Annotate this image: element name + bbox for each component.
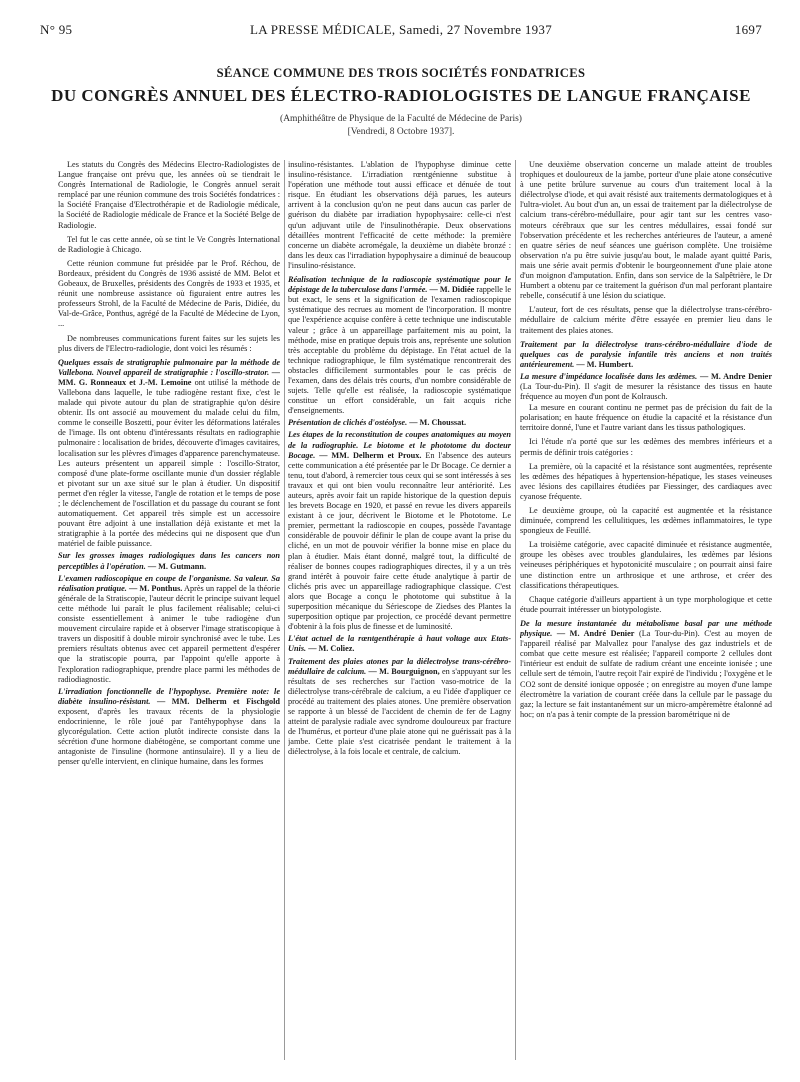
paragraph: Cette réunion commune fut présidée par le Prof. Réchou, de Bordeaux, président du Congrès de 1936 assisté de MM. Belot et Gobeaux, de Bruxelles, présidents des Congrès de 1933 et 1935, et réunit une nombreuse assistance où figuraient entre autres les professeurs Strohl, de la Faculté de Médecine de Paris, Didiée, du Val-de-Grâce, Ponthus, agrégé de la Faculté de Médecine de Lyon, ... [58,258,280,329]
column-1 [58,160,280,1075]
communication-text: exposent, d'après les travaux récents de la physiologie endocrinienne, le rôle joué par l'antéhypophyse dans la glycorégulation. Cette action plutôt indirecte consiste dans la sécrétion d'une hormone diabétogène, se comportant comme une antagoniste de l'insuline (hormone antinsulaire). Il y a lieu de penser qu'elle intervient, en clinique humaine, dans les formes [58,706,280,767]
communication-title: Traitement par la diélectrolyse trans-cérébro-médullaire d'iode de quelques cas de paralysie infantile très anciens et non traités antérieurement. [520,339,772,369]
communication-authors: — M. Humbert. [574,359,634,369]
communication-title: De la mesure instantanée du métabolisme basal par une méthode physique. [520,618,772,639]
title-line-1: SÉANCE COMMUNE DES TROIS SOCIÉTÉS FONDATRICES [216,66,586,80]
communication-title: L'examen radioscopique en coupe de l'organisme. Sa valeur. Sa réalisation pratique. [58,573,280,593]
date-line: [Vendredi, 8 Octobre 1937]. [347,127,455,137]
communication-text: ont utilisé la méthode de Vallebona dans laquelle, le tube radiogène restant fixe, c'est le malade qui pivote autour du plan de stratigraphie qu'on désire obtenir. Ils ont associé au mouvement du malade celui du film, comme le conseille Boszetti, pour éviter les déformations latérales de l'image. Ils ont obtenu d'intéressants résultats en radiographie pulmonaire : localisation de brides, découverte d'images cavitaires, localisation sur les plèvres d'images d'apparence parenchymateuse. Les auteurs présentent un appareil simple : l'oscillo-Strator, composé d'une plate-forme oscillante munie d'un dossier réglable et pivotant sur un axe situé sur le plan à étudier. Un dispositif permet d'en régler la vitesse, l'angle de rotation et le temps de pose ; le déclenchement de l'oscillation et du passage du courant se font automatiquement. Cet appareil très simple est un accessoire pouvant être adjoint à une installation déjà existante et met la stratigraphie à la portée des médecins qui ne disposent que d'un matériel de faible puissance. [58,377,280,549]
communication [58,358,280,550]
communication [288,634,511,654]
communication-text: rappelle le but exact, le sens et la signification de l'examen radioscopique systématique des recrues au moment de l'incorporation. Il montre que l'expérience acquise confère à cette technique une indiscutable valeur ; grâce à un appareillage parfaitement mis au point, la méthode, mise en pratique depuis trois ans, représente une solution très acceptable du problème du dépistage. En l'état actuel de la technique radiographique, le film systématique rencontrerait des obstacles difficilement surmontables pour le cas précis de l'examen, dans des délais très courts, d'un nombre considérable de sujets. Telle qu'elle est réalisée, la radioscopie systématique constitue un effort considérable, un fait acquis riche d'enseignements. [288,285,511,416]
communication-title: Présentation de clichés d'ostéolyse. [288,418,408,428]
communication [58,574,280,685]
communication-authors: — M. Coliez. [306,644,355,654]
communication-authors: — M. Andre Denier [697,371,772,381]
column-rule [515,160,516,1060]
journal-title: LA PRESSE MÉDICALE, Samedi, 27 Novembre 1937 [249,22,553,37]
paragraph: Chaque catégorie d'ailleurs appartient à un type morphologique et cette étude pourrait intéresser un biotypologiste. [520,594,772,614]
paragraph: La mesure en courant continu ne permet pas de précision du fait de la polarisation; en haute fréquence on étudie la capacité et la résistance d'un territoire donné, l'une et l'autre variant dans les tissus pathologiques. [520,403,772,433]
column-2 [288,160,511,1075]
paragraph: insulino-résistantes. L'ablation de l'hypophyse diminue cette insulino-résistance. L'irradiation rœntgénienne substitue à l'opération une méthode tout aussi efficace et dénuée de tout risque. En étudiant les observations déjà parues, les auteurs arrivent à la conclusion qu'on ne peut dans aucun cas parler de guérison du diabète par irradiation hypophysaire: celle-ci n'est qu'un adjuvant utile de l'insulinothérapie. Deux observations détaillées montrent l'efficacité de cette méthode: la première concerne un diabète acromégale, la deuxième un diabète bronzé : dans les deux cas l'irradiation hypophysaire a diminué de beaucoup l'insulino-résistance. [288,160,511,270]
paragraph: De nombreuses communications furent faites sur les sujets les plus divers de l'Electro-radiologie, dont voici les résumés : [58,333,280,353]
communication-text: (La Tour-du-Pin). C'est au moyen de l'appareil réalisé par Malvallez pour l'analyse des gaz industriels et de combat que cette mesure est réalisée; l'appareil comporte 2 cellules dont l'intérieur est enduit de sulfate de radium créant une enceinte ionisée ; une cellule sert de témoin, l'autre reçoit l'air expiré de l'individu ; l'oxygène et le CO2 sont de densité ionique opposée ; on enregistre au moyen d'une lampe électromètre la variation de courant créée dans la cellule par le passage du gaz; la lecture se fait instantanément sur un micro-ampèremètre étalonné ad hoc; on n'a pas à tenir compte de la pression barométrique ni de [520,629,772,719]
communication-text: En l'absence des auteurs cette communication a été présentée par le Dr Bocage. Ce dernier a tenu, tout d'abord, à remercier tous ceux qui se sont intéressés à ses travaux et qui ont bien voulu reconnaître leur antériorité. Les auteurs, après avoir fait un rapide historique de la question depuis les brevets Bocage en 1920, et passé en revue les divers appareils existant à ce jour, décrivent le Biotome et le Phototome. Le premier, permettant la radioscopie en coupes, possède l'avantage considérable de pouvoir définir le plan de coupe avant la prise du cliché, en un mot de pouvoir vérifier la bonne mise en place du plan à étudier. Mais étant donné, malgré tout, la difficulté de réaliser de bonnes coupes radiographiques directes, il y a un très grand intérêt à pouvoir faire cette étude analytique à partir de clichés pris avec un appareillage radiographique classique. C'est alors que Bocage a conçu le phototome qui substitue à la superposition mécanique du Sériescope de Ziedses des Plantes la superposition optique par projection, ce procédé devant permettre d'obtenir à la fois plus de finesse et de luminosité. [288,450,511,632]
title-line-2: DU CONGRÈS ANNUEL DES ÉLECTRO-RADIOLOGISTES DE LANGUE FRANÇAISE [51,86,751,105]
paragraph: Ici l'étude n'a porté que sur les œdèmes des membres inférieurs et a permis de définir trois catégories : [520,437,772,457]
communication-title: Sur les grosses images radiologiques dans les cancers non perceptibles à l'opération. [58,551,280,571]
column-3 [520,160,772,1075]
communication-authors: — M. Didiée [427,285,475,295]
communication-title: Traitement des plaies atones par la diélectrolyse trans-cérébro-médullaire de calcium. [288,656,511,676]
paragraph: La première, où la capacité et la résistance sont augmentées, représente les œdèmes des hépatiques à hypertension-hépatique, les stases veineuses avec lésions des capillaires étudiées par Fiessinger, des cardiaques avec cyanose fréquente. [520,461,772,501]
communication-text: (La Tour-du-Pin). Il s'agit de mesurer la résistance des tissus en haute fréquence au moyen d'un pont de Kolrausch. [520,381,772,402]
issue-number: N° 95 [40,22,73,37]
running-header [40,22,762,42]
communication-text: en s'appuyant sur les résultats de ses recherches sur l'action vaso-motrice de la diélectrolyse trans-cérébrale de calcium, a eu l'idée d'appliquer ce procédé au traitement des plaies atones. Une première observation se rapporte à un blessé de l'accident de chemin de fer de Lagny atteint de paralysie radiale avec syndrome douloureux par fracture de l'humérus, et porteur d'une plaie atone qui ne guérissait pas à la jambe. Cette plaie s'est cicatrisée pendant le traitement à la diélectrolyse, à la fois locale et centrale, de calcium. [288,666,511,757]
article-body [58,160,774,1075]
communication-title: Réalisation technique de la radioscopie systématique pour le dépistage de la tuberculose dans l'armée. [288,275,511,295]
communication-title: Quelques essais de stratigraphie pulmonaire par la méthode de Vallebona. Nouvel appareil de stratigraphie : l'oscillo-strator. [58,357,280,377]
communication [288,430,511,632]
paragraph: Le deuxième groupe, où la capacité est augmentée et la résistance diminuée, comprend les cellulitiques, les œdèmes inflammatoires, le type spongieux de Feuillé. [520,506,772,536]
communication [520,372,772,402]
communication-authors: — M. Ponthus. [126,583,183,593]
communication-text: Après un rappel de la théorie générale de la Stratiscopie, l'auteur décrit le principe suivant lequel cette méthode lui paraît le plus facilement réalisable; celui-ci consiste essentiellement à animer le tube radiogène d'un mouvement circulaire rapide et à observer l'image stratiscopique à travers un dispositif à double miroir synchronisé avec le tube. Les premiers résultats obtenus avec cet appareil permettent d'espérer que la stratiscopie pourra, par l'appoint qu'elle apporte à l'exploration radiographique, prendre place parmi les méthodes de radiodiagnostic. [58,583,280,684]
communication-authors: — M. Bourguignon, [366,666,440,676]
paragraph: La troisième catégorie, avec capacité diminuée et résistance augmentée, groupe les obèses avec troubles glandulaires, les œdèmes par lésions veineuses périphériques et hypotonicité musculaire ; on pourrait ainsi faire une distinction entre un arthrosique et une arthrose, et créer des classifications thérapeutiques. [520,540,772,590]
communication-title: L'état actuel de la rœntgenthérapie à haut voltage aux Etats-Unis. [288,634,511,654]
paragraph: L'auteur, fort de ces résultats, pense que la diélectrolyse trans-cérébro-médullaire de calcium mérite d'être essayée en premier lieu dans le traitement des plaies atones. [520,305,772,335]
paragraph: Tel fut le cas cette année, où se tint le Ve Congrès International de Radiologie à Chicago. [58,234,280,254]
communication [288,275,511,416]
column-rule [284,160,285,1060]
communication-authors: — M. André Denier [552,629,635,639]
communication-authors: — MM. G. Ronneaux et J.-M. Lemoine [58,367,280,387]
communication-authors: — MM. Delherm et Fischgold [150,696,280,706]
communication-title: L'irradiation fonctionnelle de l'hypophyse. Première note: le diabète insulino-résistant. [58,686,280,706]
paragraph: Une deuxième observation concerne un malade atteint de troubles trophiques et douloureux de la jambe, porteur d'une plaie atone consécutive à une petite brûlure survenue au cours d'un traitement local à la diélectrolyse d'iode, et qui avait résisté aux traitements dermatologiques et à l'ultra-violet. Au bout d'un an, un essai de traitement par la diélectrolyse de calcium trans-cérébro-médullaire, pour agir tant sur les centres vaso-moteurs cérébraux que sur les centres médullaires, essai fondé sur l'observation précédente et les recherches antérieures de l'auteur, a amené en quatre séries de neuf séances une guérison complète. Une troisième observation n'a pu être suivie jusqu'au bout, le malade ayant quitté Paris, mais une série avait permis d'obtenir le bourgeonnement d'une plaie atone d'un moignon d'amputation. Enfin, dans son service de la Salpêtrière, le Dr Humbert a obtenu par ce traitement la guérison d'un mal perforant plantaire rebelle, consécutif à une lésion du sciatique. [520,160,772,301]
paragraph: Les statuts du Congrès des Médecins Electro-Radiologistes de Langue française ont prévu que, les années où se tiendrait le Congrès International de Radiologie, le Congrès annuel serait remplacé par une réunion commune des trois Sociétés fondatrices : la Société Française d'Electrothérapie et de Radiologie médicale, la Société de Radiologie médicale de France et la Société Belge de Radiologie. [58,160,280,230]
communication-title: Les étapes de la reconstitution de coupes anatomiques au moyen de la radiographie. Le biotome et le phototome du docteur Bocage. [288,430,511,460]
article-title-block [40,66,762,137]
venue-line: (Amphithéâtre de Physique de la Faculté de Médecine de Paris) [280,114,522,124]
communication [58,551,280,571]
communication-authors: — M. Choussat. [407,418,467,428]
communication [58,687,280,768]
communication-authors: — MM. Delherm et Proux. [315,450,422,460]
communication-authors: — M. Gutmann. [145,561,207,571]
page-number: 1697 [734,22,762,37]
communication [520,619,772,720]
communication [288,418,511,428]
communication-title: La mesure d'impédance localisée dans les œdèmes. [520,371,698,381]
communication [520,340,772,370]
communication [288,657,511,758]
